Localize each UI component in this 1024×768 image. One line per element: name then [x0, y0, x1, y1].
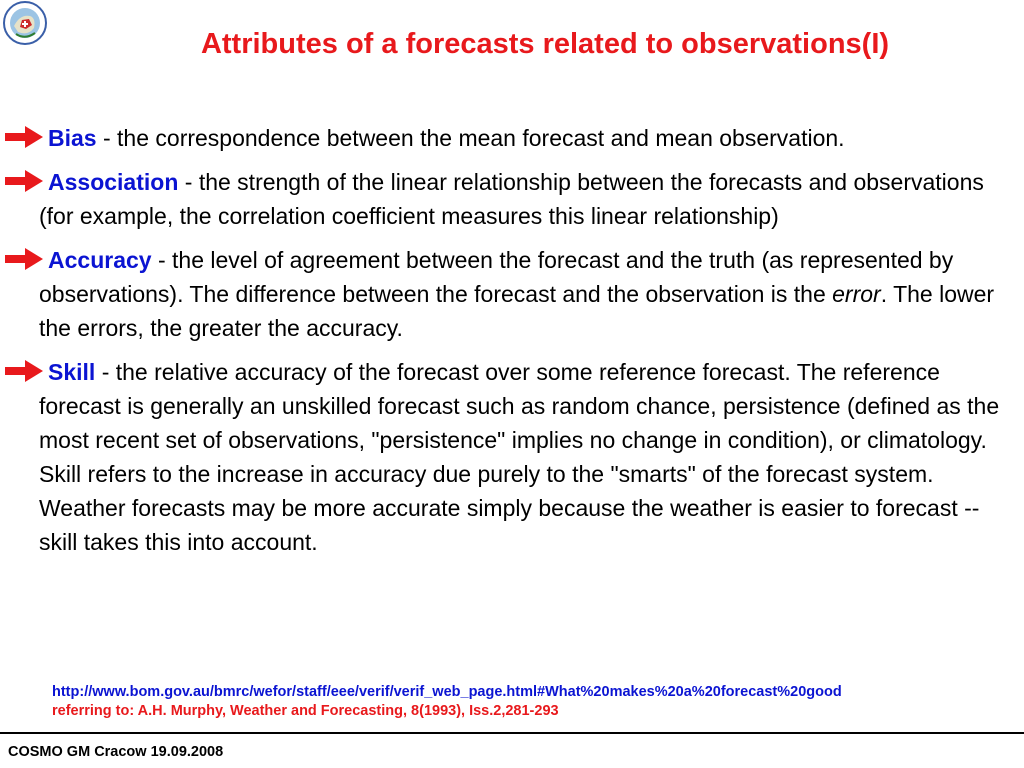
- term-bias: Bias: [48, 125, 97, 151]
- footer-text: COSMO GM Cracow 19.09.2008: [8, 744, 224, 760]
- cosmo-logo: [2, 0, 48, 46]
- bullet-bias-text: - the correspondence between the mean forecast and mean observation.: [96, 125, 845, 151]
- bullet-accuracy-italic: error: [832, 281, 881, 307]
- bullet-accuracy: [39, 243, 1024, 345]
- arrow-right-icon: [3, 358, 47, 384]
- source-link[interactable]: http://www.bom.gov.au/bmrc/wefor/staff/eee/verif/verif_web_page.html#What%20makes%20a%20forecast%20good: [52, 684, 842, 700]
- bullet-association: [39, 165, 1024, 233]
- bullet-accuracy-text-end: . The lower the errors, the greater the accuracy.: [39, 281, 995, 341]
- arrow-right-icon: [3, 168, 47, 194]
- slide-title-text: Attributes of a forecasts related to observations(I): [200, 28, 890, 60]
- footer-divider: [0, 732, 1024, 734]
- bullet-accuracy-text: - the level of agreement between the forecast and the truth (as represented by observations). The difference between the forecast and the observation is the: [39, 247, 954, 307]
- term-association: Association: [48, 169, 179, 195]
- bullet-bias: [39, 121, 1024, 155]
- slide-title: [70, 26, 1020, 62]
- bullet-list: [39, 121, 1024, 559]
- term-accuracy: Accuracy: [48, 247, 152, 273]
- term-skill: Skill: [48, 359, 96, 385]
- source-block: [52, 683, 1022, 721]
- bullet-skill-text: - the relative accuracy of the forecast over some reference forecast. The reference forecast is generally an unskilled forecast such as random chance, persistence (defined as the most recent set of observations, "persistence" implies no change in condition), or climatology. Skill refers to the increase in accuracy due purely to the "smarts" of the forecast system. Weather forecasts may be more accurate simply because the weather is easier to forecast -- skill takes this into account.: [39, 359, 1000, 555]
- bullet-association-text: - the strength of the linear relationship between the forecasts and observations (for example, the correlation coefficient measures this linear relationship): [39, 169, 984, 229]
- reference-text: referring to: A.H. Murphy, Weather and Forecasting, 8(1993), Iss.2,281-293: [52, 703, 559, 719]
- arrow-right-icon: [3, 246, 47, 272]
- arrow-right-icon: [3, 124, 47, 150]
- bullet-skill: [39, 355, 1024, 559]
